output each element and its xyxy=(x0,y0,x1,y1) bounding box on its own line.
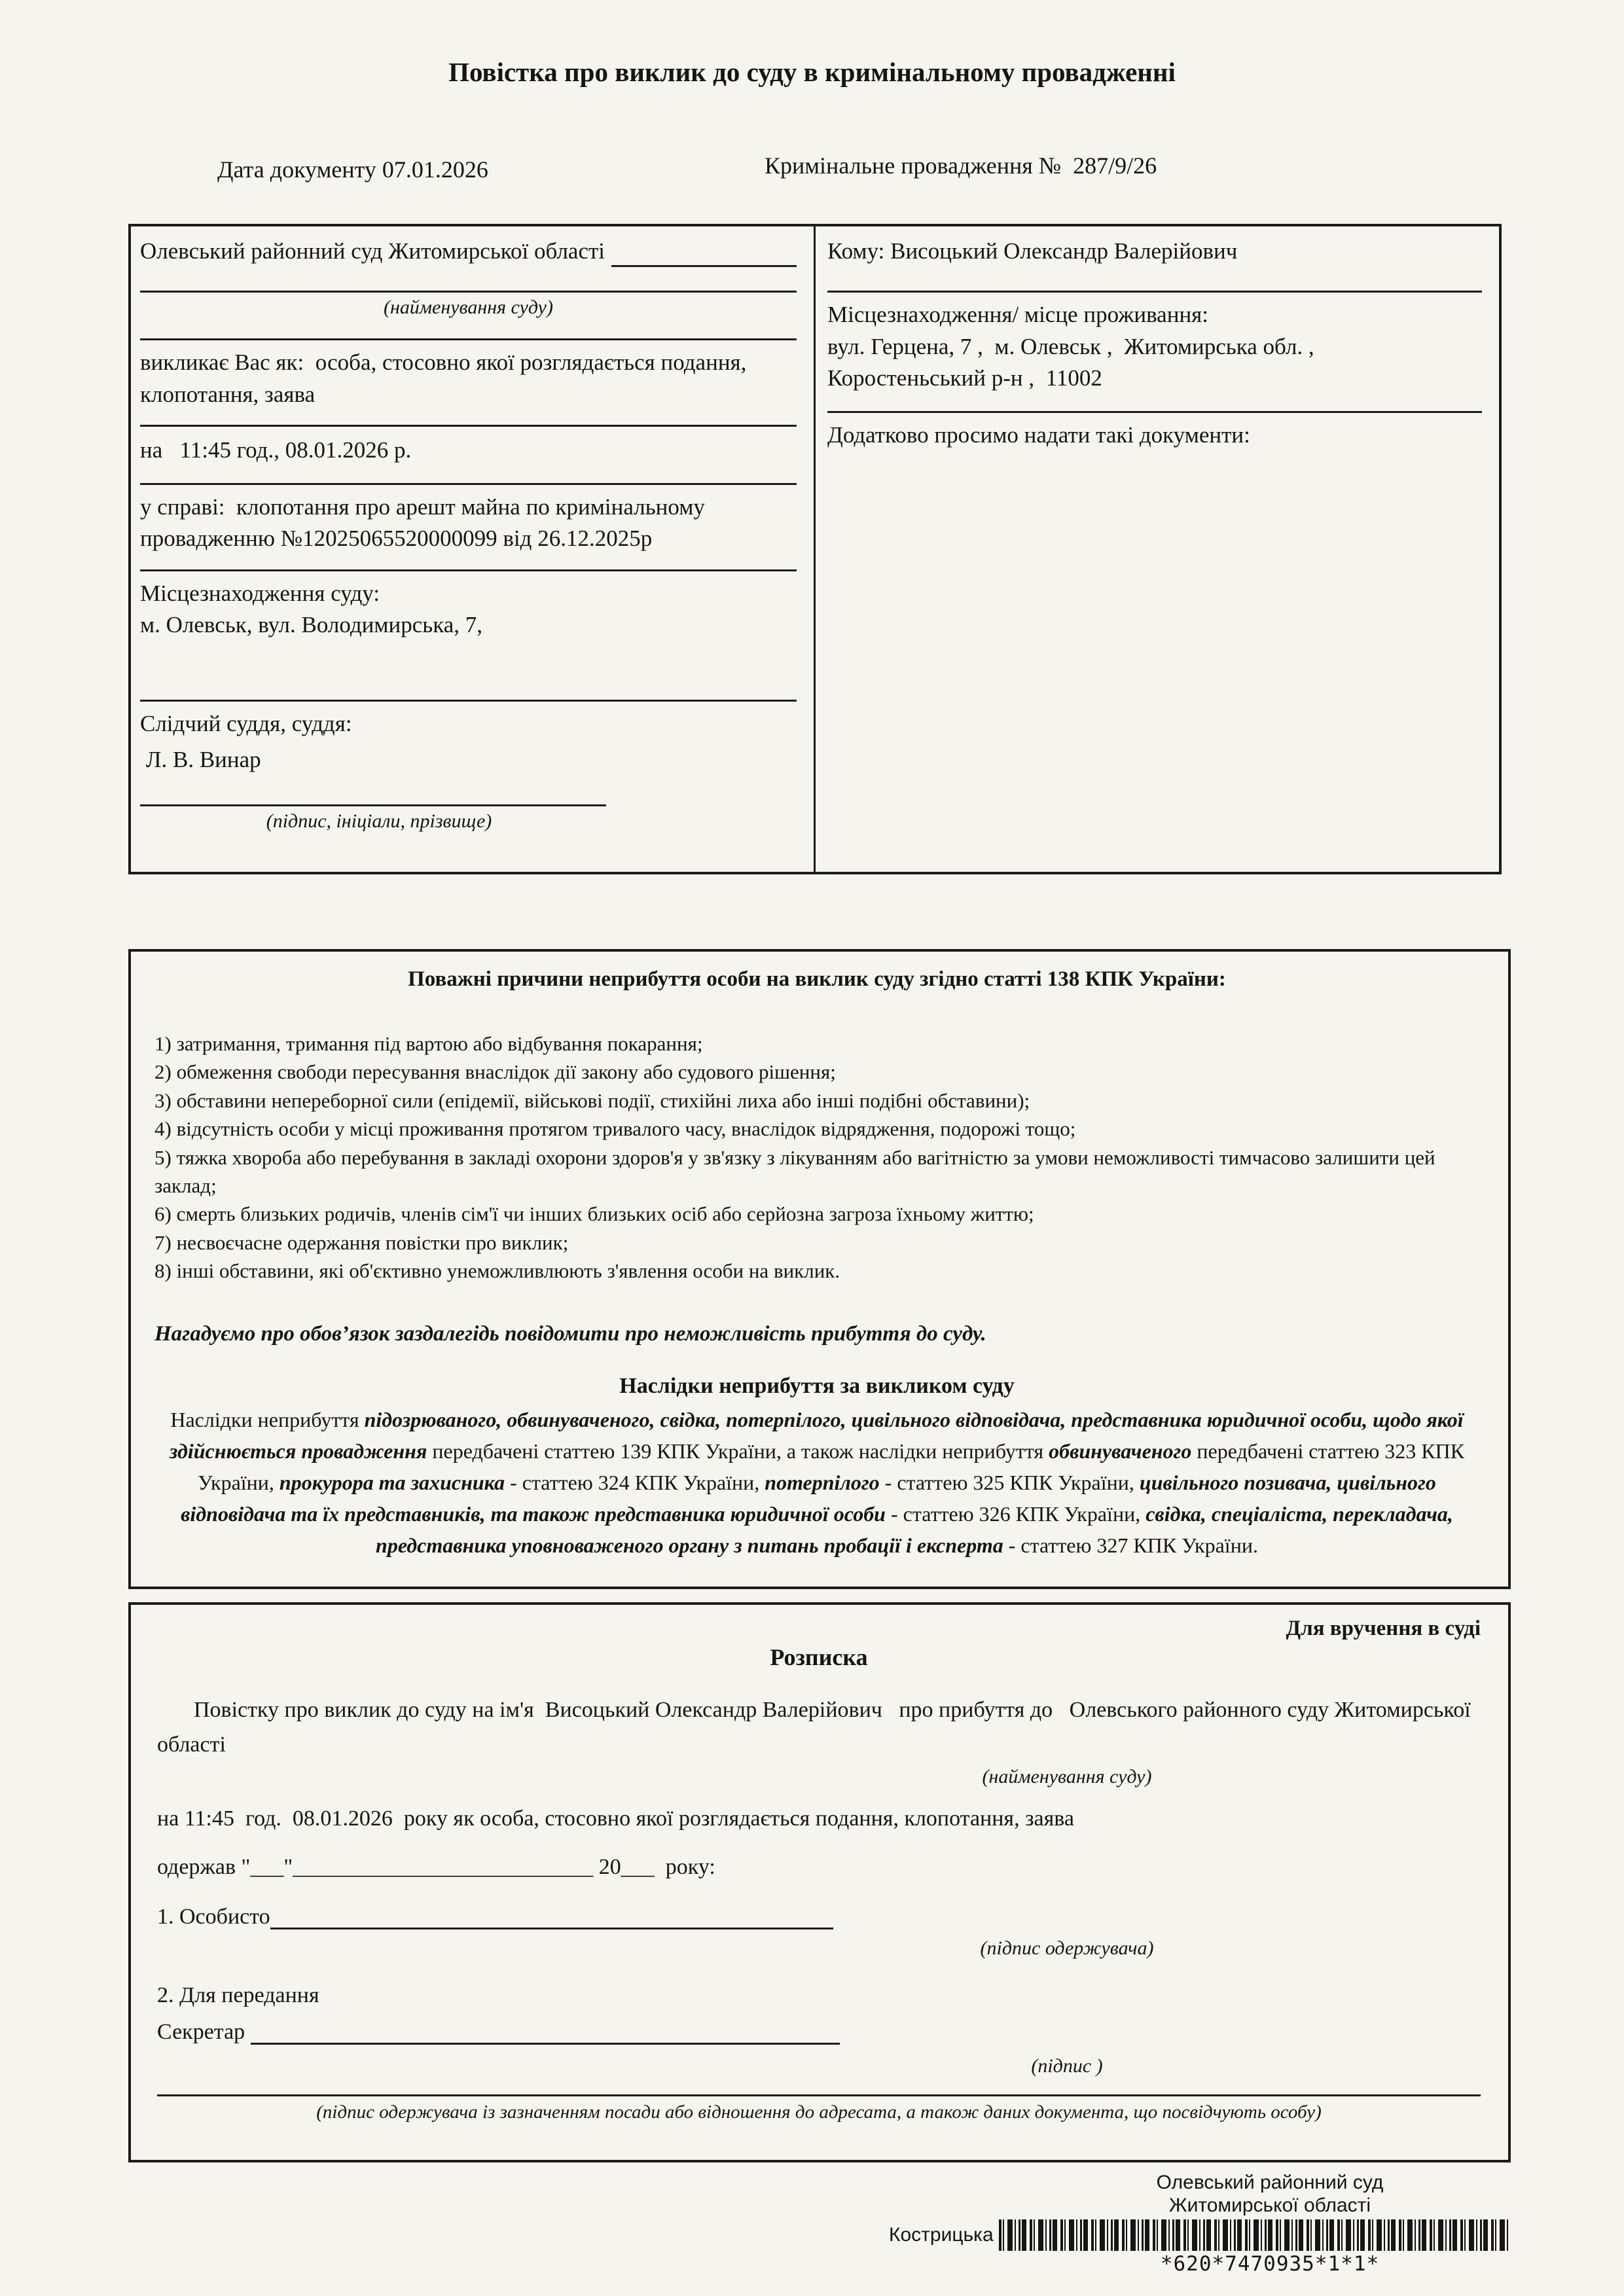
footer-court-line1: Олевський районний суд xyxy=(1156,2172,1384,2193)
signature-hint: (підпис ) xyxy=(1031,2055,1103,2077)
barcode-row xyxy=(746,2219,1511,2251)
receipt-body: Повістку про виклик до суду на ім'я Висоцький Олександр Валерійович про прибуття до Олевського районного суду Житомирської області xyxy=(157,1698,1477,1757)
personally-row xyxy=(157,1902,1481,1929)
summons-table xyxy=(128,224,1502,874)
consequences-title: Наслідки неприбуття за викликом суду xyxy=(619,1373,1015,1398)
summoned-as: викликає Вас як: особа, стосовно якої розглядається подання, клопотання, заява xyxy=(140,350,753,407)
personally-label: 1. Особисто xyxy=(157,1905,270,1929)
separator-line xyxy=(827,291,1482,293)
reason-item: 7) несвоєчасне одержання повістки про виклик; xyxy=(154,1230,569,1254)
court-location: м. Олевськ, вул. Володимирська, 7, xyxy=(140,612,483,638)
receipt-bottom-rule xyxy=(157,2094,1481,2096)
valid-reasons-box xyxy=(128,949,1511,1589)
court-name: Олевський районний суд Житомирської області xyxy=(140,238,605,264)
separator-line xyxy=(827,411,1482,413)
page-title: Повістка про виклик до суду в кримінальному провадженні xyxy=(448,57,1176,87)
judge-label: Слідчий суддя, суддя: xyxy=(140,711,352,737)
receipt-received-line: одержав "___"___________________________ 20___ року: xyxy=(157,1855,715,1880)
reason-item: 4) відсутність особи у місці проживання протягом тривалого часу, внаслідок відрядження, подорожі тощо; xyxy=(154,1117,1076,1141)
case-number: Кримінальне провадження № 287/9/26 xyxy=(765,152,1157,179)
footer-court-line2: Житомирської області xyxy=(1168,2194,1371,2216)
document-date: Дата документу 07.01.2026 xyxy=(217,156,488,183)
separator-line xyxy=(140,700,797,702)
hearing-datetime: на 11:45 год., 08.01.2026 р. xyxy=(140,437,412,463)
separator-line xyxy=(140,338,797,340)
reason-item: 2) обмеження свободи пересування внаслідок дії закону або судового рішення; xyxy=(154,1060,836,1084)
clerk-name: Кострицька xyxy=(889,2224,994,2246)
court-location-label: Місцезнаходження суду: xyxy=(140,580,380,606)
recipient-column xyxy=(816,226,1499,872)
separator-line xyxy=(140,425,797,427)
footer xyxy=(746,2172,1511,2276)
separator-line xyxy=(140,483,797,485)
secretary-row xyxy=(157,2017,1481,2045)
blank-line xyxy=(270,1902,833,1929)
reasons-title: Поважні причини неприбуття особи на виклик суду згідно статті 138 КПК України: xyxy=(408,967,1226,991)
reasons-list xyxy=(154,1030,1479,1285)
reason-item: 6) смерть близьких родичів, членів сім'ї чи інших близьких осіб або серйозна загроза їхньому життю; xyxy=(154,1202,1034,1226)
receipt-court-hint: (найменування суду) xyxy=(982,1766,1152,1788)
separator-line xyxy=(140,291,797,293)
judge-signature-hint: (підпис, ініціали, прізвище) xyxy=(266,810,492,832)
receipt-title: Розписка xyxy=(770,1644,868,1670)
receipt-bottom-hint: (підпис одержувача із зазначенням посади або відношення до адресата, а також даних документа, що посвідчують особу) xyxy=(316,2102,1322,2123)
signature-line xyxy=(140,804,606,806)
court-name-row xyxy=(140,236,797,267)
case-subject: у справі: клопотання про арешт майна по кримінальному провадженню №12025065520000099 від 26.12.2025р xyxy=(140,494,711,552)
footer-court-name xyxy=(1054,2172,1486,2217)
court-name-hint: (найменування суду) xyxy=(384,296,553,319)
reason-item: 5) тяжка хвороба або перебування в закладі охорони здоров'я у зв'язку з лікуванням або вагітністю за умови неможливості тимчасово залишити цей заклад; xyxy=(154,1145,1441,1197)
reason-item: 8) інші обставини, які об'єктивно унеможливлюють з'явлення особи на виклик. xyxy=(154,1259,840,1283)
receiver-signature-hint: (підпис одержувача) xyxy=(980,1937,1154,1960)
blank-line xyxy=(251,2017,840,2045)
barcode-text: *620*7470935*1*1* xyxy=(1160,2252,1380,2276)
residence-address-2: Коростеньський р-н , 11002 xyxy=(827,365,1102,391)
blank-line xyxy=(611,241,797,267)
reminder-note: Нагадуємо про обов’язок заздалегідь повідомити про неможливість прибуття до суду. xyxy=(154,1321,986,1346)
residence-address-1: вул. Герцена, 7 , м. Олевськ , Житомирська обл. , xyxy=(827,333,1314,359)
receipt-box xyxy=(128,1602,1511,2162)
reason-item: 1) затримання, тримання під вартою або відбування покарання; xyxy=(154,1032,703,1055)
residence-label: Місцезнаходження/ місце проживання: xyxy=(827,302,1208,328)
separator-line xyxy=(140,569,797,571)
receipt-person-line: на 11:45 год. 08.01.2026 року як особа, стосовно якої розглядається подання, клопотання, заява xyxy=(157,1806,1074,1831)
secretary-label: Секретар xyxy=(157,2020,251,2045)
recipient-line: Кому: Висоцький Олександр Валерійович xyxy=(827,238,1238,264)
reason-item: 3) обставини непереборної сили (епідемії, військові події, стихійні лиха або інші подібні обставини); xyxy=(154,1088,1030,1112)
barcode xyxy=(999,2219,1511,2251)
court-column xyxy=(131,226,816,872)
additional-documents-label: Додатково просимо надати такі документи: xyxy=(827,422,1250,448)
transfer-label: 2. Для передання xyxy=(157,1983,319,2008)
consequences-paragraph: Наслідки неприбуття підозрюваного, обвинуваченого, свідка, потерпілого, цивільного відповідача, представника юридичної особи, щодо якої здійснюється провадження передбачені статтею 139 КПК України, а також наслідки неприбуття обвинуваченого передбачені статтею 323 КПК України, прокурора та захисника - статтею 324 КПК України, потерпілого - статтею 325 КПК України, цивільного позивача, цивільного відповідача та їх представників, та також представника юридичної особи - статтею 326 КПК України, свідка, спеціаліста, перекладача, представника уповноваженого органу з питань пробації і експерта - статтею 327 КПК України. xyxy=(169,1407,1465,1557)
judge-name: Л. В. Винар xyxy=(140,746,261,772)
for-delivery-note: Для вручення в суді xyxy=(1286,1617,1481,1640)
